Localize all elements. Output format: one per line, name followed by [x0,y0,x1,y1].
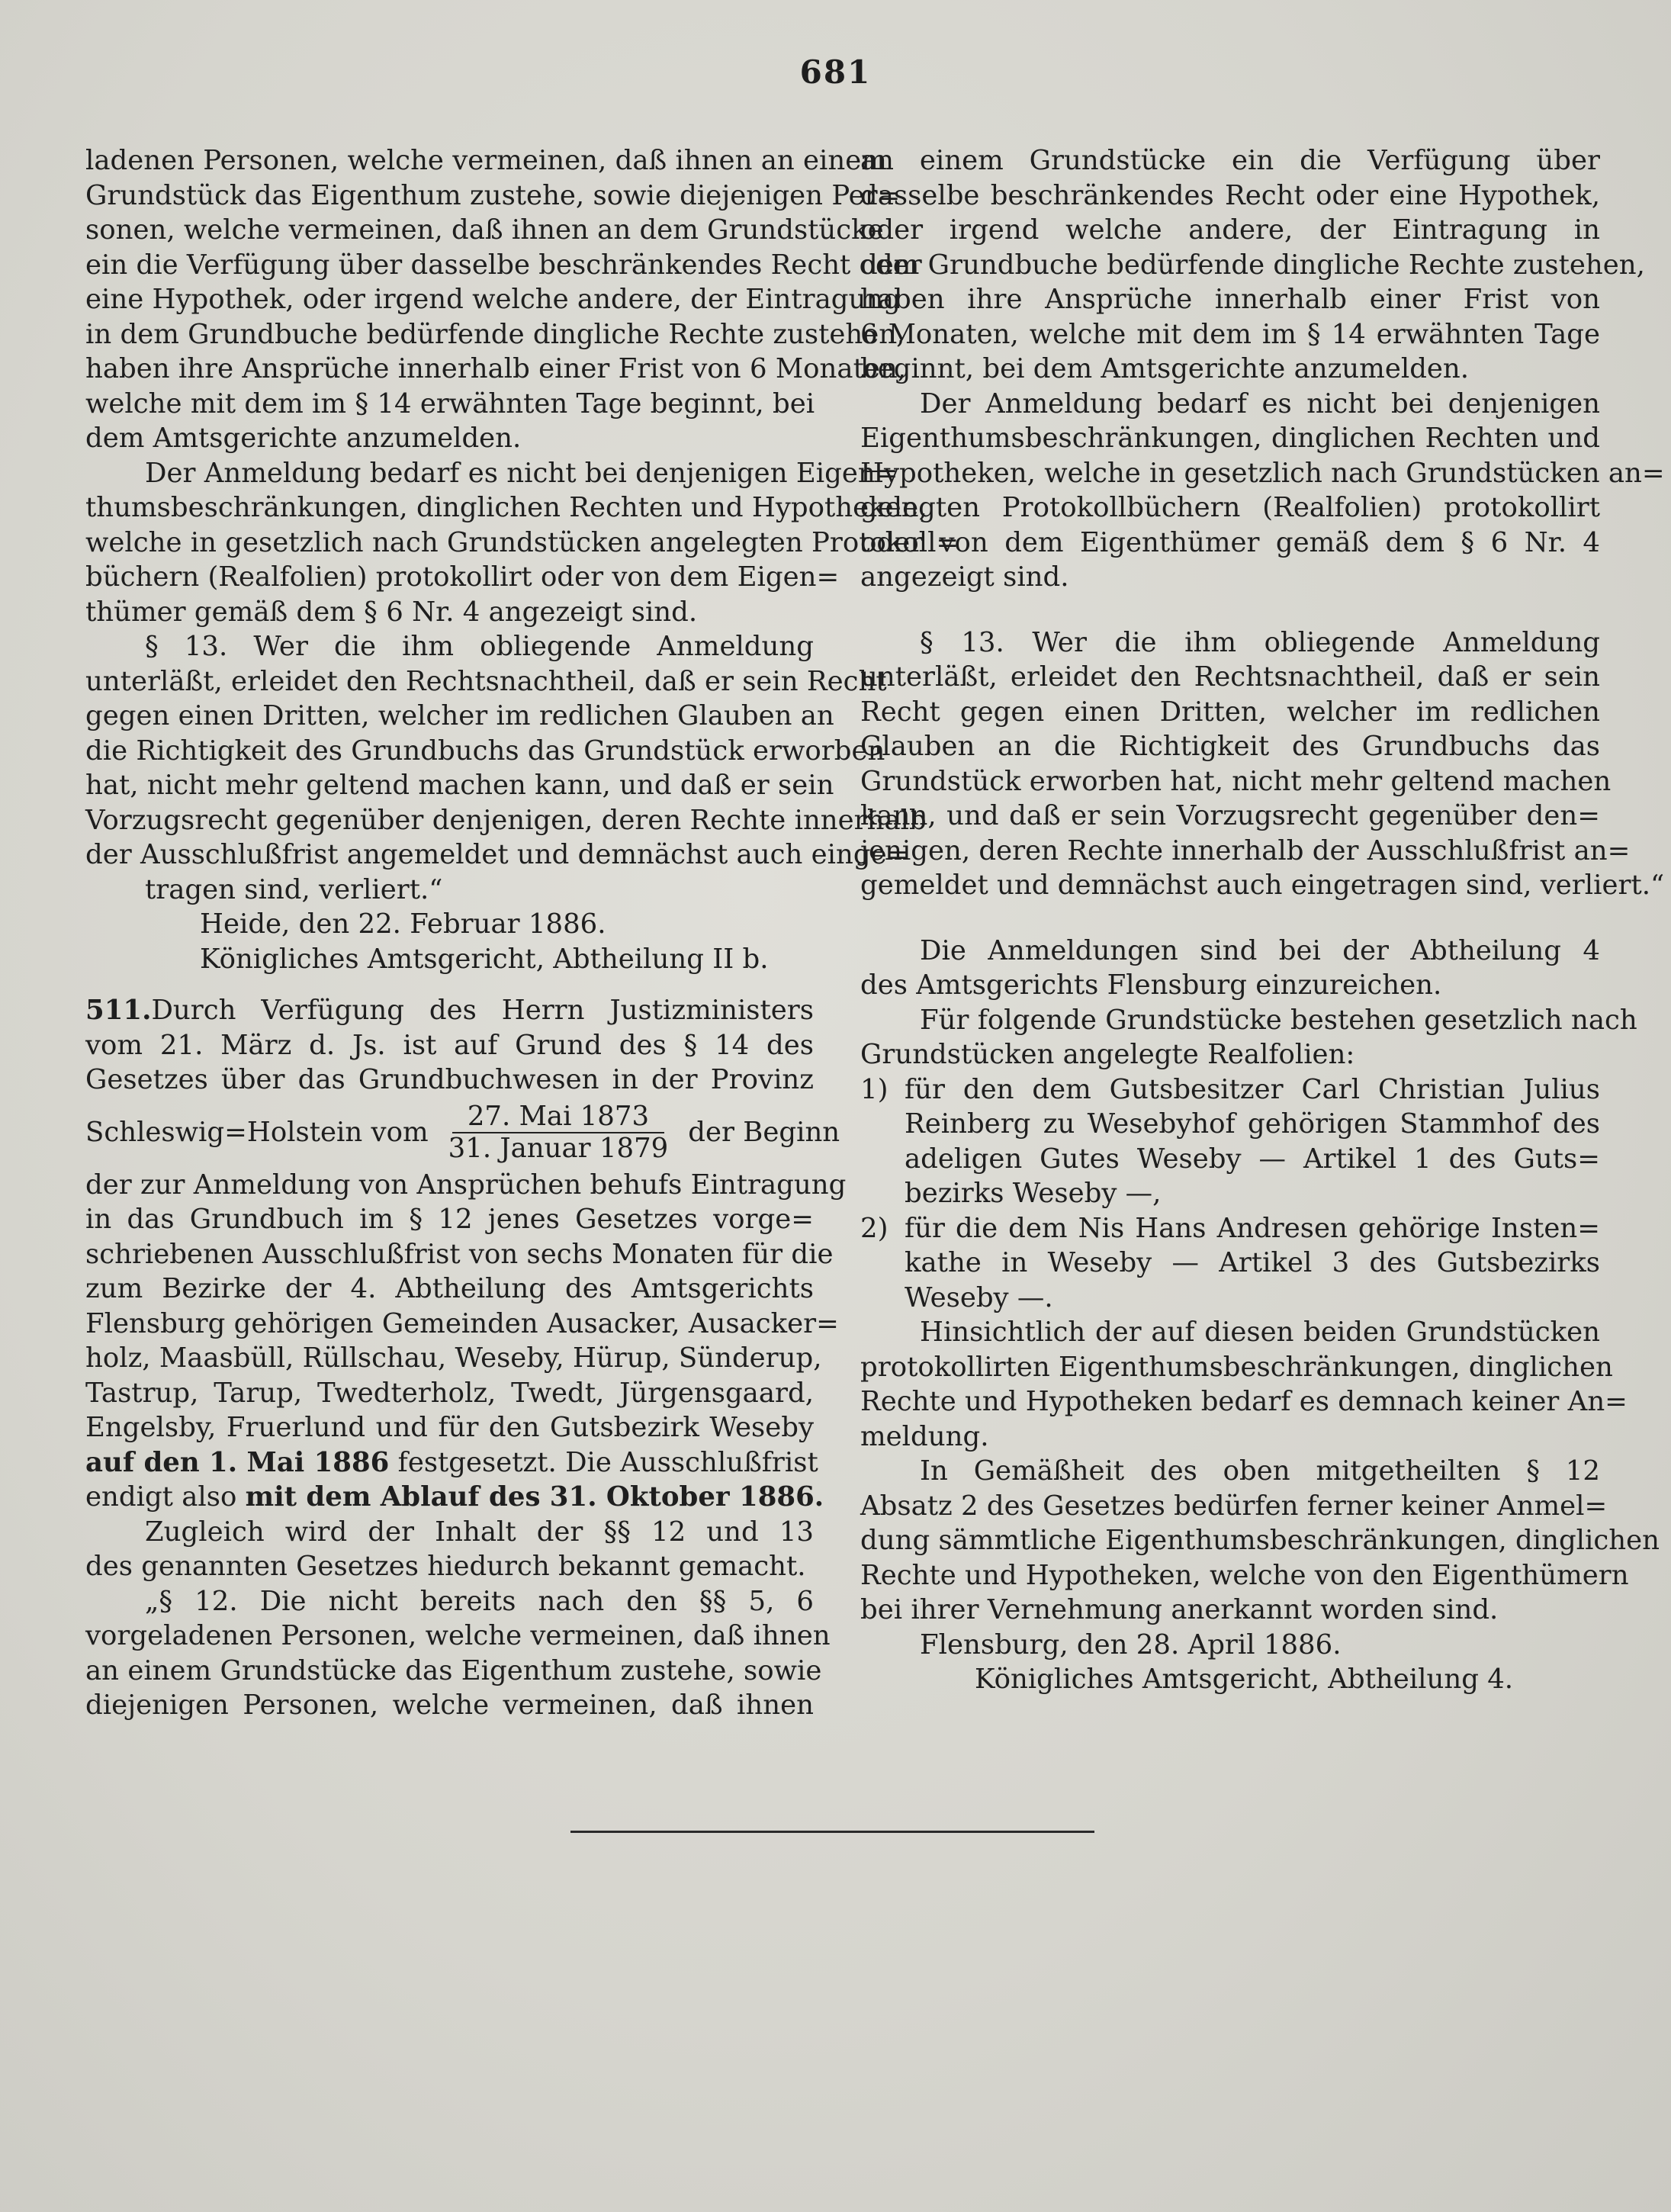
fraction-line [85,1098,840,1168]
text-line: adeligen Gutes Weseby — Artikel 1 des Guts= [905,1143,1600,1175]
left-column [85,143,959,1723]
signature-place: Flensburg, den 28. April 1886. [920,1628,1342,1661]
text-line: dung sämmtliche Eigenthumsbeschränkungen, dinglichen [860,1525,1660,1556]
spacer [860,903,1600,934]
text-line: beginnt, bei dem Amtsgerichte anzumelden. [860,353,1470,384]
right-paragraph-5 [860,1003,1637,1072]
text-line: dem Amtsgerichte anzumelden. [85,423,522,454]
text-line: oder von dem Eigenthümer gemäß dem § 6 Nr. 4 [860,526,1600,558]
text-line: ladenen Personen, welche vermeinen, daß ihnen an einem [85,145,887,176]
list-marker: 1) [860,1073,889,1105]
text-line: § 13. Wer die ihm obliegende Anmeldung [920,626,1600,658]
text-line: Gesetzes über das Grundbuchwesen in der Provinz [85,1064,814,1095]
text-line: Absatz 2 des Gesetzes bedürfen ferner keiner Anmel= [860,1490,1608,1522]
text-line: jenigen, deren Rechte innerhalb der Ausschlußfrist an= [860,834,1631,866]
law-date-fraction [433,1101,684,1164]
text-line: büchern (Realfolien) protokollirt oder von dem Eigen= [85,561,840,593]
text-line: der Ausschlußfrist angemeldet und demnächst auch einge= [85,839,910,870]
text-line: § 13. Wer die ihm obliegende Anmeldung [145,631,814,662]
text-line: in dem Grundbuche bedürfende dingliche Rechte zustehen, [85,318,905,350]
right-paragraph-3 [860,625,1665,903]
text-line: oder irgend welche andere, der Eintragung in [860,214,1600,246]
text-line: haben ihre Ansprüche innerhalb einer Frist von [860,284,1600,315]
list-marker: 2) [860,1212,889,1244]
text-line: dem Grundbuche bedürfende dingliche Rechte zustehen, [860,249,1645,281]
text-line: diejenigen Personen, welche vermeinen, daß ihnen [85,1690,814,1721]
list-item [860,1072,1600,1211]
right-paragraph-7 [860,1454,1660,1628]
right-paragraph-6 [860,1315,1628,1454]
text-line: angezeigt sind. [860,561,1069,593]
text-line: vom 21. März d. Js. ist auf Grund des § 14 des [85,1029,814,1061]
fraction-prefix: Schleswig=Holstein vom [85,1116,429,1148]
text-line: hat, nicht mehr geltend machen kann, und daß er sein [85,770,834,801]
text-line: des genannten Gesetzes hiedurch bekannt gemacht. [85,1551,806,1582]
text-line: in das Grundbuch im § 12 jenes Gesetzes vorge= [85,1204,814,1235]
text-line: protokollirten Eigenthumsbeschränkungen, dinglichen [860,1351,1613,1383]
fraction-suffix: der Beginn [688,1116,840,1148]
text-line: sonen, welche vermeinen, daß ihnen an dem Grundstücke [85,214,884,246]
text-line: eine Hypothek, oder irgend welche andere, der Eintragung [85,284,901,315]
text-line: die Richtigkeit des Grundbuchs das Grundstück erworben [85,735,885,767]
right-paragraph-1 [860,143,1645,387]
text-line: Rechte und Hypotheken, welche von den Eigenthümern [860,1559,1629,1591]
text-line: Hinsichtlich der auf diesen beiden Grundstücken [920,1317,1600,1348]
signature-court: Königliches Amtsgericht, Abtheilung 4. [975,1664,1514,1695]
right-column [860,143,1665,1697]
text-line: Flensburg gehörigen Gemeinden Ausacker, Ausacker= [85,1307,839,1339]
left-paragraph-2 [85,456,959,630]
text-line: Rechte und Hypotheken bedarf es demnach keiner An= [860,1386,1628,1417]
text-line: Die Anmeldungen sind bei der Abtheilung 4 [920,934,1600,966]
text-line: für den dem Gutsbesitzer Carl Christian Julius [905,1073,1600,1105]
text-line: Der Anmeldung bedarf es nicht bei denjenigen [920,387,1600,420]
left-paragraph-3 [85,629,927,907]
text-line: ein die Verfügung über dasselbe beschränkendes Recht oder [85,249,922,281]
text-line: für die dem Nis Hans Andresen gehörige Insten= [905,1212,1600,1244]
text-line: Durch Verfügung des Herrn Justizministers [151,995,814,1026]
text-line: Zugleich wird der Inhalt der §§ 12 und 13 [145,1516,814,1548]
text-line: kann, und daß er sein Vorzugsrecht gegenüber den= [860,800,1600,831]
text-line: des Amtsgerichts Flensburg einzureichen. [860,969,1442,1001]
text-line: schriebenen Ausschlußfrist von sechs Monaten für die [85,1238,834,1270]
text-line: holz, Maasbüll, Rüllschau, Weseby, Hürup, Sünderup, [85,1342,822,1374]
text-line: gegen einen Dritten, welcher im redlichen Glauben an [85,700,834,731]
section-divider [570,1831,1094,1833]
text-line: Grundstück erworben hat, nicht mehr geltend machen [860,765,1612,797]
text-line: welche in gesetzlich nach Grundstücken angelegten Protokoll= [85,526,959,558]
text-line: In Gemäßheit des oben mitgetheilten § 12 [920,1455,1600,1487]
text-line: Tastrup, Tarup, Twedterholz, Twedt, Jürgensgaard, [85,1377,814,1409]
spacer [85,976,814,993]
text-line: an einem Grundstücke ein die Verfügung über [860,145,1600,176]
text-line: zum Bezirke der 4. Abtheilung des Amtsgerichts [85,1273,814,1304]
text-line: festgesetzt. Die Ausschlußfrist [389,1446,818,1478]
text-line: tragen sind, verliert.“ [145,873,443,905]
item-511 [85,993,847,1723]
text-line: meldung. [860,1420,989,1452]
text-line: gemeldet und demnächst auch eingetragen sind, verliert.“ [860,870,1665,901]
fraction-numerator: 27. Mai 1873 [452,1101,664,1133]
signature-court: Königliches Amtsgericht, Abtheilung II b. [200,943,769,975]
text-line: kathe in Weseby — Artikel 3 des Gutsbezirks [905,1247,1600,1278]
page-number: 681 [799,53,872,91]
text-line: der zur Anmeldung von Ansprüchen behufs Eintragung [85,1169,847,1201]
text-line: welche mit dem im § 14 erwähnten Tage beginnt, bei [85,387,815,420]
text-line: endigt also [85,1481,246,1513]
text-line: Hypotheken, welche in gesetzlich nach Grundstücken an= [860,457,1665,489]
text-line: dasselbe beschränkendes Recht oder eine Hypothek, [860,179,1600,211]
text-line: Der Anmeldung bedarf es nicht bei denjenigen Eigen= [145,457,898,489]
right-paragraph-4 [860,934,1600,1003]
text-line: haben ihre Ansprüche innerhalb einer Frist von 6 Monaten, [85,353,906,384]
fraction-denominator: 31. Januar 1879 [448,1132,669,1164]
text-line: vorgeladenen Personen, welche vermeinen, daß ihnen [85,1620,831,1651]
text-line: unterläßt, erleidet den Rechtsnachtheil, daß er sein Recht [85,665,887,697]
text-line: Recht gegen einen Dritten, welcher im redlichen [860,696,1600,728]
start-date: auf den 1. Mai 1886 [85,1446,390,1478]
text-line: Weseby —. [905,1281,1053,1313]
text-line: „§ 12. Die nicht bereits nach den §§ 5, 6 [145,1585,814,1617]
text-line: bezirks Weseby —, [905,1178,1162,1209]
text-line: Grundstücken angelegte Realfolien: [860,1039,1355,1070]
list-item [860,1211,1600,1316]
text-line: thümer gemäß dem § 6 Nr. 4 angezeigt sind. [85,596,698,628]
text-line: Glauben an die Richtigkeit des Grundbuchs das [860,731,1600,762]
item-number: 511. [85,995,152,1026]
text-line: Grundstück das Eigenthum zustehe, sowie diejenigen Per= [85,179,901,211]
text-line: thumsbeschränkungen, dinglichen Rechten und Hypotheken, [85,492,927,523]
end-date: mit dem Ablauf des 31. Oktober 1886. [245,1481,824,1513]
text-line: Engelsby, Fruerlund und für den Gutsbezirk Weseby [85,1412,814,1443]
text-line: an einem Grundstücke das Eigenthum zustehe, sowie [85,1654,822,1686]
text-line: unterläßt, erleidet den Rechtsnachtheil, daß er sein [860,661,1600,693]
right-paragraph-2 [860,387,1665,595]
text-line: Für folgende Grundstücke bestehen gesetzlich nach [920,1004,1637,1036]
text-line: gelegten Protokollbüchern (Realfolien) protokollirt [860,492,1600,523]
text-line: 6 Monaten, welche mit dem im § 14 erwähnten Tage [860,318,1600,350]
text-line: Vorzugsrecht gegenüber denjenigen, deren Rechte innerhalb [85,804,927,836]
left-paragraph-1 [85,143,922,456]
text-line: Reinberg zu Wesebyhof gehörigen Stammhof des [905,1108,1600,1140]
signature-place: Heide, den 22. Februar 1886. [200,908,606,940]
text-line: Eigenthumsbeschränkungen, dinglichen Rechten und [860,423,1600,454]
spacer [860,595,1600,625]
text-line: bei ihrer Vernehmung anerkannt worden sind. [860,1594,1499,1625]
